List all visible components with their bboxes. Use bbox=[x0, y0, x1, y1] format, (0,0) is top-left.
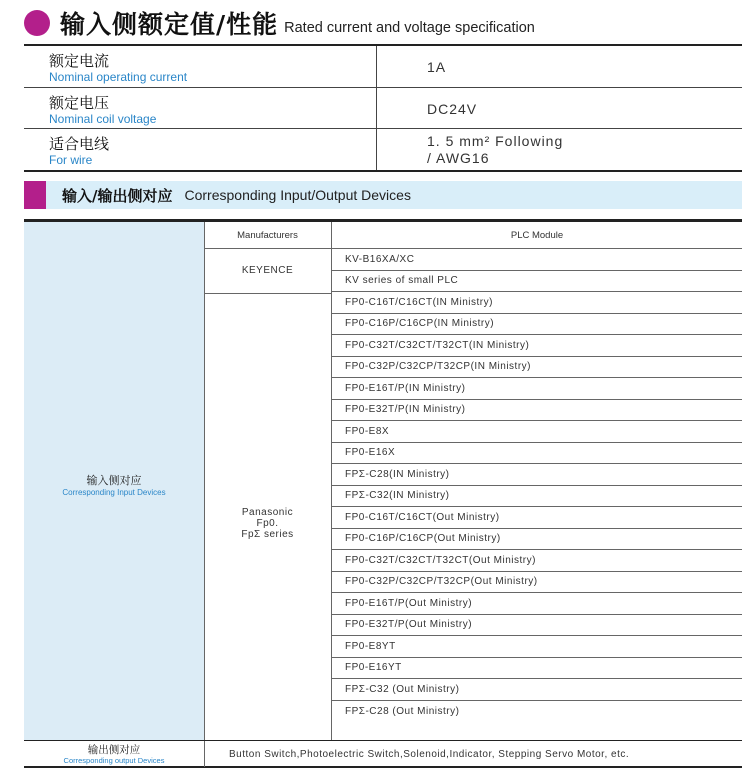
spec-label-cn: 适合电线 bbox=[49, 135, 110, 153]
plc-module-row: FP0-C16T/C16CT(IN Ministry) bbox=[332, 292, 742, 314]
plc-module-row: FP0-E8YT bbox=[332, 636, 742, 658]
plc-module-row: FP0-E32T/P(IN Ministry) bbox=[332, 400, 742, 422]
column-header-manufacturers: Manufacturers bbox=[204, 222, 331, 249]
plc-module-row: FP0-E16T/P(Out Ministry) bbox=[332, 593, 742, 615]
input-label-en: Corresponding Input Devices bbox=[62, 488, 166, 497]
spec-row-voltage bbox=[24, 88, 742, 129]
spec-row-current bbox=[24, 46, 742, 88]
plc-module-row: FP0-E16YT bbox=[332, 658, 742, 680]
plc-module-row: FP0-E32T/P(Out Ministry) bbox=[332, 615, 742, 637]
page-title-cn: 输入侧额定值/性能 bbox=[60, 10, 279, 39]
spec-label-en: Nominal coil voltage bbox=[49, 112, 157, 126]
manufacturer-keyence: KEYENCE bbox=[204, 248, 331, 294]
plc-module-row: FP0-C32T/C32CT/T32CT(IN Ministry) bbox=[332, 335, 742, 357]
plc-module-row: FP0-C32P/C32CP/T32CP(Out Ministry) bbox=[332, 572, 742, 594]
plc-module-column bbox=[332, 222, 742, 722]
input-devices-cell bbox=[24, 222, 205, 740]
spec-table bbox=[24, 44, 742, 172]
plc-module-row: FP0-C32T/C32CT/T32CT(Out Ministry) bbox=[332, 550, 742, 572]
spec-value: DC24V bbox=[427, 101, 478, 117]
spec-value: 1A bbox=[427, 59, 447, 75]
plc-module-row: FPΣ-C28 (Out Ministry) bbox=[345, 705, 460, 717]
spec-label-cn: 额定电流 bbox=[49, 52, 110, 70]
page-header bbox=[24, 6, 535, 40]
spec-label-cn: 额定电压 bbox=[49, 94, 110, 112]
page-title-en: Rated current and voltage specification bbox=[284, 19, 535, 36]
manufacturer-line: Fp0. bbox=[256, 518, 279, 529]
plc-module-row: FP0-E8X bbox=[332, 421, 742, 443]
plc-module-row: FP0-E16T/P(IN Ministry) bbox=[332, 378, 742, 400]
manufacturer-panasonic bbox=[204, 507, 331, 540]
section-marker-icon bbox=[24, 181, 46, 209]
output-devices-cell bbox=[24, 741, 205, 767]
plc-module-row: FPΣ-C32(IN Ministry) bbox=[332, 486, 742, 508]
output-devices-list: Button Switch,Photoelectric Switch,Solenoid,Indicator, Stepping Servo Motor, etc. bbox=[229, 748, 630, 760]
bullet-dot-icon bbox=[24, 10, 50, 36]
spec-label-en: Nominal operating current bbox=[49, 70, 188, 84]
plc-module-row: FP0-C16P/C16CP(Out Ministry) bbox=[332, 529, 742, 551]
output-devices-row bbox=[24, 740, 742, 767]
manufacturer-line: FpΣ series bbox=[241, 529, 294, 540]
spec-value-line1: 1. 5 mm² Following bbox=[427, 133, 564, 149]
manufacturer-line: Panasonic bbox=[241, 507, 294, 518]
plc-module-row: FPΣ-C32 (Out Ministry) bbox=[332, 679, 742, 701]
plc-module-row: FP0-C16P/C16CP(IN Ministry) bbox=[332, 314, 742, 336]
plc-module-row: KV-B16XA/XC bbox=[332, 249, 742, 271]
output-label-en: Corresponding output Devices bbox=[63, 756, 165, 765]
plc-module-row: FP0-E16X bbox=[332, 443, 742, 465]
input-label-cn: 输入侧对应 bbox=[86, 474, 142, 487]
section-title-en: Corresponding Input/Output Devices bbox=[184, 187, 411, 203]
output-label-cn: 输出侧对应 bbox=[87, 744, 141, 756]
spec-value-line2: / AWG16 bbox=[427, 150, 490, 166]
spec-label-en: For wire bbox=[49, 153, 93, 167]
manufacturers-column bbox=[204, 222, 332, 740]
io-table bbox=[24, 222, 742, 768]
section-header bbox=[24, 181, 742, 209]
section-title-cn: 输入/输出侧对应 bbox=[62, 186, 173, 205]
column-header-plc: PLC Module bbox=[332, 222, 742, 249]
spec-row-wire bbox=[24, 129, 742, 170]
plc-module-row: FP0-C32P/C32CP/T32CP(IN Ministry) bbox=[332, 357, 742, 379]
plc-module-row: FP0-C16T/C16CT(Out Ministry) bbox=[332, 507, 742, 529]
plc-module-row: FPΣ-C28(IN Ministry) bbox=[332, 464, 742, 486]
plc-module-row: KV series of small PLC bbox=[332, 271, 742, 293]
